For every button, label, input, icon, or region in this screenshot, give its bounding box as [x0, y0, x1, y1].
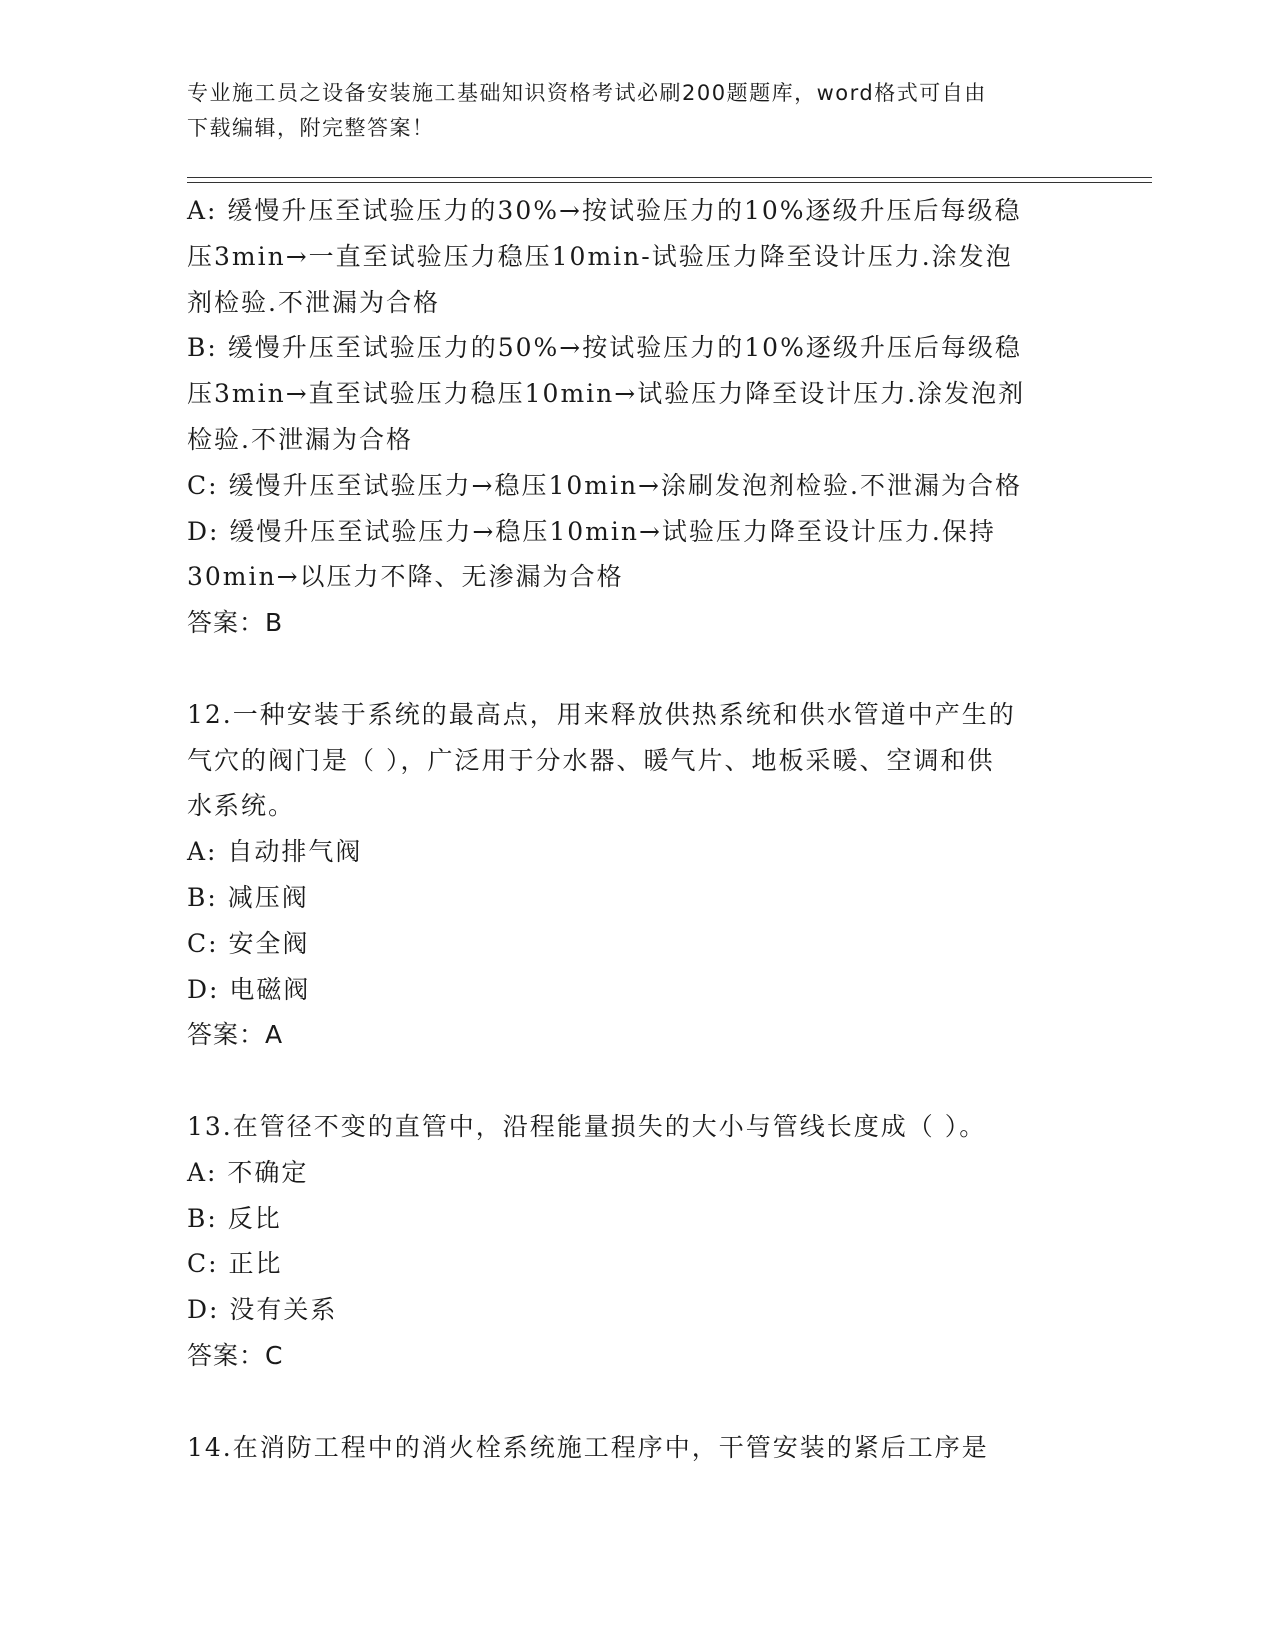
q12-option-c: C: 安全阀	[187, 928, 310, 958]
q12-stem-line-1: 12.一种安装于系统的最高点，用来释放供热系统和供水管道中产生的	[187, 699, 1016, 729]
document-header	[187, 76, 1067, 146]
q12-stem-line-2: 气穴的阀门是（ ），广泛用于分水器、暖气片、地板采暖、空调和供	[187, 745, 995, 775]
q11-option-c: C: 缓慢升压至试验压力→稳压10min→涂刷发泡剂检验.不泄漏为合格	[187, 470, 1022, 500]
q13-option-b: B: 反比	[187, 1203, 282, 1233]
q14-stem-line-1: 14.在消防工程中的消火栓系统施工程序中，干管安装的紧后工序是	[187, 1432, 989, 1462]
q11-option-d-line-1: D: 缓慢升压至试验压力→稳压10min→试验压力降至设计压力.保持	[187, 516, 996, 546]
question-12	[187, 692, 1087, 1058]
question-spacer	[187, 1379, 1087, 1425]
q11-option-a-line-2: 压3min→一直至试验压力稳压10min-试验压力降至设计压力.涂发泡	[187, 241, 1013, 271]
q13-answer: 答案：C	[187, 1340, 284, 1370]
header-line-2: 下载编辑，附完整答案！	[187, 116, 435, 140]
q12-stem-line-3: 水系统。	[187, 791, 296, 821]
q11-option-a-line-1: A: 缓慢升压至试验压力的30%→按试验压力的10%逐级升压后每级稳	[187, 196, 1022, 225]
q11-option-b-line-1: B: 缓慢升压至试验压力的50%→按试验压力的10%逐级升压后每级稳	[187, 333, 1022, 363]
q13-option-c: C: 正比	[187, 1249, 283, 1279]
question-14	[187, 1425, 1087, 1471]
header-divider-bottom	[187, 182, 1152, 183]
q11-option-a-line-3: 剂检验.不泄漏为合格	[187, 287, 440, 317]
header-line-1: 专业施工员之设备安装施工基础知识资格考试必刷200题题库，word格式可自由	[187, 81, 987, 105]
q12-option-b: B: 减压阀	[187, 882, 309, 912]
q12-option-a: A: 自动排气阀	[187, 837, 363, 867]
header-divider-top	[187, 177, 1152, 178]
q13-stem: 13.在管径不变的直管中，沿程能量损失的大小与管线长度成（ ）。	[187, 1111, 987, 1141]
q11-option-d-line-2: 30min→以压力不降、无渗漏为合格	[187, 562, 624, 592]
q13-option-d: D: 没有关系	[187, 1295, 338, 1325]
question-13	[187, 1104, 1087, 1379]
document-body	[187, 188, 1087, 1470]
question-11-options	[187, 188, 1087, 646]
q13-option-a: A: 不确定	[187, 1157, 309, 1187]
q11-answer: 答案：B	[187, 608, 284, 638]
q12-answer: 答案：A	[187, 1020, 284, 1050]
q11-option-b-line-2: 压3min→直至试验压力稳压10min→试验压力降至设计压力.涂发泡剂	[187, 379, 1026, 409]
question-spacer	[187, 646, 1087, 692]
question-spacer	[187, 1058, 1087, 1104]
q11-option-b-line-3: 检验.不泄漏为合格	[187, 424, 413, 454]
q12-option-d: D: 电磁阀	[187, 974, 311, 1004]
